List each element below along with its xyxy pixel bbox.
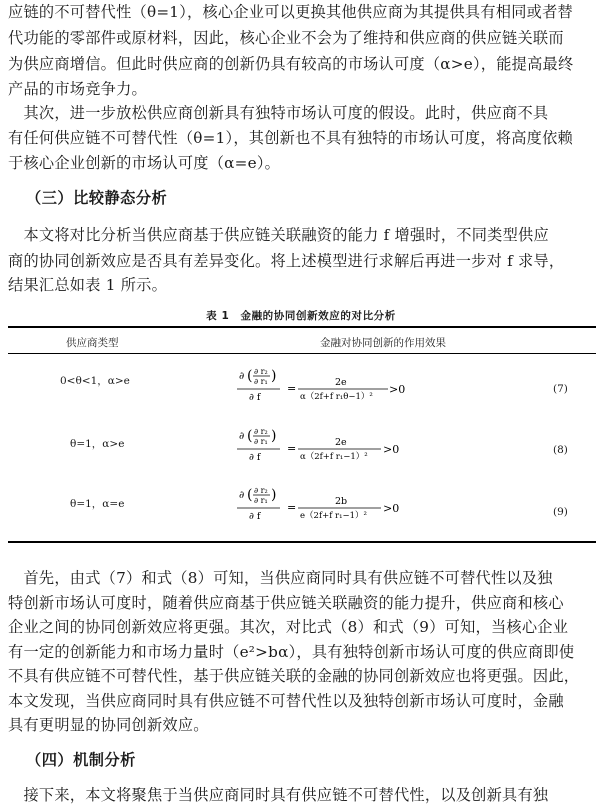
deriv-mid: ∂ r₁ <box>254 437 268 446</box>
svg-text:(: ( <box>247 428 253 444</box>
deriv-f: ∂ f <box>249 511 261 522</box>
formula-denominator: e（2f+f r₁−1）² <box>300 511 367 521</box>
greater-zero: >0 <box>389 383 406 396</box>
equation-number: (7) <box>553 383 568 395</box>
text-line: 本文发现，当供应商同时具有供应链不可替代性以及独特创新市场认可度时，金融 <box>8 692 564 710</box>
deriv-outer: ∂ <box>239 371 245 382</box>
deriv-mid: ∂ r₁ <box>254 377 268 386</box>
formula-numerator: 2e <box>335 437 347 448</box>
deriv-top: ∂ r₂ <box>254 486 268 495</box>
table-bottom-rule <box>8 541 596 543</box>
text-line: 特创新市场认可度时，随着供应商基于供应链关联融资的能力提升，供应商和核心 <box>8 594 564 612</box>
text-line: 本文将对比分析当供应商基于供应链关联融资的能力 f 增强时，不同类型供应 <box>8 226 549 244</box>
svg-text:(: ( <box>247 487 253 503</box>
formula-7 <box>235 364 445 414</box>
deriv-f: ∂ f <box>249 452 261 463</box>
formula-denominator: α（2f+f r₁−1）² <box>300 452 368 462</box>
svg-text:=: = <box>287 501 297 514</box>
text-line: 结果汇总如表 1 所示。 <box>8 276 168 294</box>
text-line: 产品的市场竞争力。 <box>8 80 147 98</box>
text-line: 应链的不可替代性（θ=1），核心企业可以更换其他供应商为其提供具有相同或者替 <box>8 3 573 21</box>
equation-number: (9) <box>553 506 568 518</box>
text-line: 其次，进一步放松供应商创新具有独特市场认可度的假设。此时，供应商不具 <box>8 104 549 122</box>
formula-denominator: α（2f+f r₁θ−1）² <box>300 392 373 402</box>
text-line: 企业之间的协同创新效应将更强。其次，对比式（8）和式（9）可知，当核心企业 <box>8 618 569 636</box>
greater-zero: >0 <box>383 502 400 515</box>
formula-9 <box>235 483 445 533</box>
svg-text:=: = <box>287 382 297 395</box>
section-heading: （三）比较静态分析 <box>26 189 168 207</box>
text-line: 代功能的零部件或原材料，因此，核心企业不会为了维持和供应商的供应链关联而 <box>8 29 564 47</box>
table-header-rule <box>8 353 596 354</box>
text-line: 为供应商增信。但此时供应商的创新仍具有较高的市场认可度（α>e），能提高最终 <box>8 55 574 73</box>
formula-8 <box>235 424 445 474</box>
equation-number: (8) <box>553 444 568 456</box>
svg-text:=: = <box>287 442 297 455</box>
text-line: 于核心企业创新的市场认可度（α=e）。 <box>8 154 281 172</box>
formula-numerator: 2b <box>335 496 348 507</box>
text-line: 不具有供应链不可替代性，基于供应链关联的金融的协同创新效应也将更强。因此， <box>8 667 580 685</box>
table-top-rule <box>8 326 596 328</box>
deriv-outer: ∂ <box>239 431 245 442</box>
text-line: 接下来，本文将聚焦于当供应商同时具有供应链不可替代性，以及创新具有独 <box>8 786 549 804</box>
svg-text:): ) <box>271 487 277 503</box>
deriv-outer: ∂ <box>239 490 245 501</box>
svg-text:): ) <box>271 368 277 384</box>
text-line: 商的协同创新效应是否具有差异变化。将上述模型进行求解后再进一步对 f 求导， <box>8 252 565 270</box>
table-caption: 表 1 金融的协同创新效应的对比分析 <box>206 310 396 322</box>
supplier-type-cell: θ=1，α=e <box>70 498 125 510</box>
deriv-mid: ∂ r₁ <box>254 496 268 505</box>
deriv-top: ∂ r₂ <box>254 427 268 436</box>
deriv-top: ∂ r₂ <box>254 367 268 376</box>
text-line: 有任何供应链不可替代性（θ=1），其创新也不具有独特的市场认可度，将高度依赖 <box>8 129 573 147</box>
svg-text:): ) <box>271 428 277 444</box>
greater-zero: >0 <box>383 443 400 456</box>
text-line: 具有更明显的协同创新效应。 <box>8 716 209 734</box>
supplier-type-cell: θ=1，α>e <box>70 438 125 450</box>
deriv-f: ∂ f <box>249 392 261 403</box>
table-header-left: 供应商类型 <box>66 337 119 349</box>
supplier-type-cell: 0<θ<1，α>e <box>60 375 130 387</box>
table-header-right: 金融对协同创新的作用效果 <box>320 337 446 349</box>
svg-text:(: ( <box>247 368 253 384</box>
section-heading: （四）机制分析 <box>26 751 136 769</box>
formula-numerator: 2e <box>335 377 347 388</box>
text-line: 首先，由式（7）和式（8）可知，当供应商同时具有供应链不可替代性以及独 <box>8 569 553 587</box>
text-line: 有一定的创新能力和市场力量时（e²>bα），具有独特创新市场认可度的供应商即使 <box>8 643 575 661</box>
